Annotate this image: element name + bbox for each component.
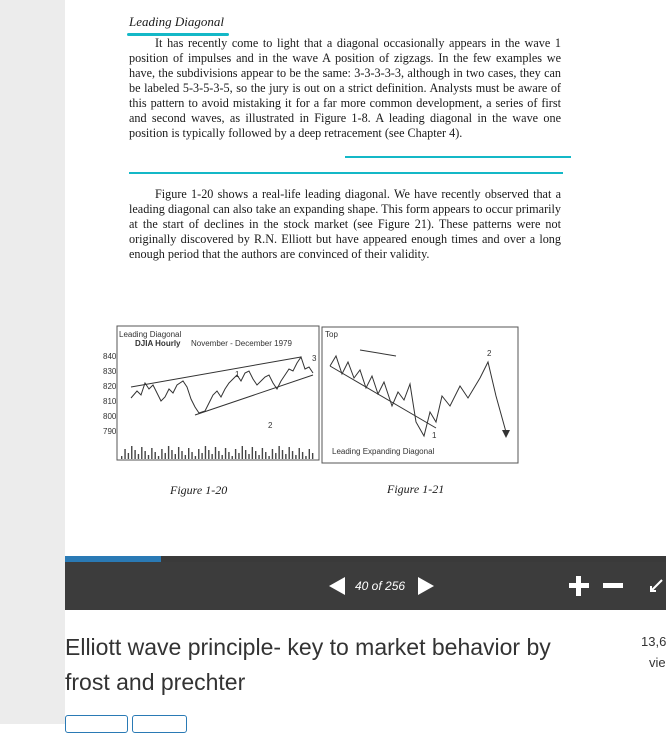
volume-bar [232,456,233,459]
prev-page-button[interactable] [323,562,351,610]
left-gutter [0,0,65,724]
volume-bar [191,452,192,459]
y-tick-label: 840 [103,352,117,361]
figure-1-21-label: Leading Expanding Diagonal [332,447,435,456]
volume-bar [255,451,256,459]
figure-1-20-caption: Figure 1-20 [170,483,228,497]
volume-bar [225,448,226,459]
volume-bar [262,448,263,459]
volume-bar [242,446,243,459]
volume-bar [305,456,306,459]
fig21-wave-label-2: 2 [487,349,492,358]
highlight-line-1 [345,156,571,158]
y-tick-label: 810 [103,397,117,406]
volume-bar [168,446,169,459]
volume-bar [218,451,219,459]
volume-bar [198,449,199,459]
document-viewer[interactable] [65,0,666,557]
volume-bar [188,448,189,459]
zoom-in-icon [569,576,589,596]
volume-bar [299,448,300,459]
volume-bar [248,454,249,459]
figure-1-20-period: November - December 1979 [191,339,292,348]
volume-bar [171,450,172,459]
volume-bar [208,450,209,459]
volume-bar [144,451,145,459]
figure-1-20 [101,323,321,473]
y-tick-label: 820 [103,382,117,391]
views-stats [641,631,666,673]
action-button-1[interactable] [65,715,128,733]
volume-bar [175,454,176,459]
volume-bar [272,449,273,459]
document-page [65,0,666,557]
figure-1-20-source: DJIA Hourly [135,339,181,348]
volume-bar [285,454,286,459]
figure-1-20-yticks [103,352,117,436]
action-button-2[interactable] [132,715,187,733]
viewer-toolbar [65,562,666,610]
volume-bar [295,455,296,459]
volume-bar [265,452,266,459]
page-indicator: 40 of 256 [355,579,406,593]
wave-label-3: 3 [312,354,317,363]
volume-bar [148,455,149,459]
paragraph-2 [129,187,561,262]
volume-bar [292,451,293,459]
document-title: Elliott wave principle- key to market behavior by frost and prechter [65,634,551,695]
volume-bar [211,454,212,459]
volume-bar [215,447,216,459]
volume-bar [238,453,239,459]
prev-page-icon [328,576,346,596]
volume-bar [155,452,156,459]
volume-bar [121,456,122,459]
volume-bar [302,452,303,459]
volume-bar [245,450,246,459]
volume-bar [252,447,253,459]
volume-bar [185,455,186,459]
paragraph-1-text: It has recently come to light that a diagonal occasionally appears in the wave 1 position of impulses and in the wave A position of zigzags. In the few examples we have, the subdivisions appear to be the same: 3-3-3-3-3, although in two cases, they can be labeled 5-3-5-3-5, so the jury is out on a strict definition. Analysts must be aware of this pattern to avoid mistaking it for a far more common development, a series of first and second waves, as illustrated in Figure 1-8. A leading diagonal in the wave one position is typically followed by a deep retracement (see Chapter 4). [129,36,561,140]
volume-bar [289,447,290,459]
volume-bar [309,449,310,459]
next-page-button[interactable] [412,562,440,610]
zoom-in-button[interactable] [566,562,592,610]
volume-bar [181,451,182,459]
volume-bar [128,453,129,459]
volume-bar [275,453,276,459]
fig21-wave-label-1: 1 [432,431,437,440]
y-tick-label: 790 [103,427,117,436]
volume-bar [312,453,313,459]
volume-bar [151,448,152,459]
y-tick-label: 800 [103,412,117,421]
volume-bar [268,456,269,459]
volume-bar [278,446,279,459]
figure-1-20-title: Leading Diagonal [119,330,182,339]
paragraph-1 [129,36,561,141]
section-title: Leading Diagonal [129,14,224,29]
volume-bar [138,454,139,459]
wave-label-2: 2 [268,421,273,430]
paragraph-2-text: Figure 1-20 shows a real-life leading diagonal. We have recently observed that a leading diagonal can also take an expanding shape. This form appears to occur primarily at the start of declines in the stock market (see Figure 21). These patterns were not originally discovered by R.N. Elliott but have appeared enough times and over a long enough period that the authors are convinced of their validity. [129,187,561,261]
volume-bar [161,449,162,459]
volume-bar [131,446,132,459]
next-page-icon [417,576,435,596]
volume-bar [282,450,283,459]
wave-label-1: 1 [235,370,240,379]
volume-bar [235,449,236,459]
volume-bar [124,449,125,459]
volume-bar [201,453,202,459]
volume-bar [158,456,159,459]
volume-bar [195,456,196,459]
figure-1-21 [320,326,520,466]
fullscreen-icon [649,579,663,593]
volume-bar [165,453,166,459]
views-label: vie [649,655,666,670]
volume-bar [258,455,259,459]
figure-1-21-caption: Figure 1-21 [387,482,445,496]
volume-bar [205,446,206,459]
y-tick-label: 830 [103,367,117,376]
zoom-out-button[interactable] [600,562,626,610]
volume-bar [178,447,179,459]
volume-bar [228,452,229,459]
volume-bar [222,455,223,459]
fullscreen-button[interactable] [649,562,666,610]
zoom-out-icon [603,583,623,589]
volume-bar [134,450,135,459]
views-count: 13,6 [641,634,666,649]
highlight-line-2 [129,172,563,174]
figure-1-21-top-label: Top [325,330,338,339]
volume-bar [141,447,142,459]
